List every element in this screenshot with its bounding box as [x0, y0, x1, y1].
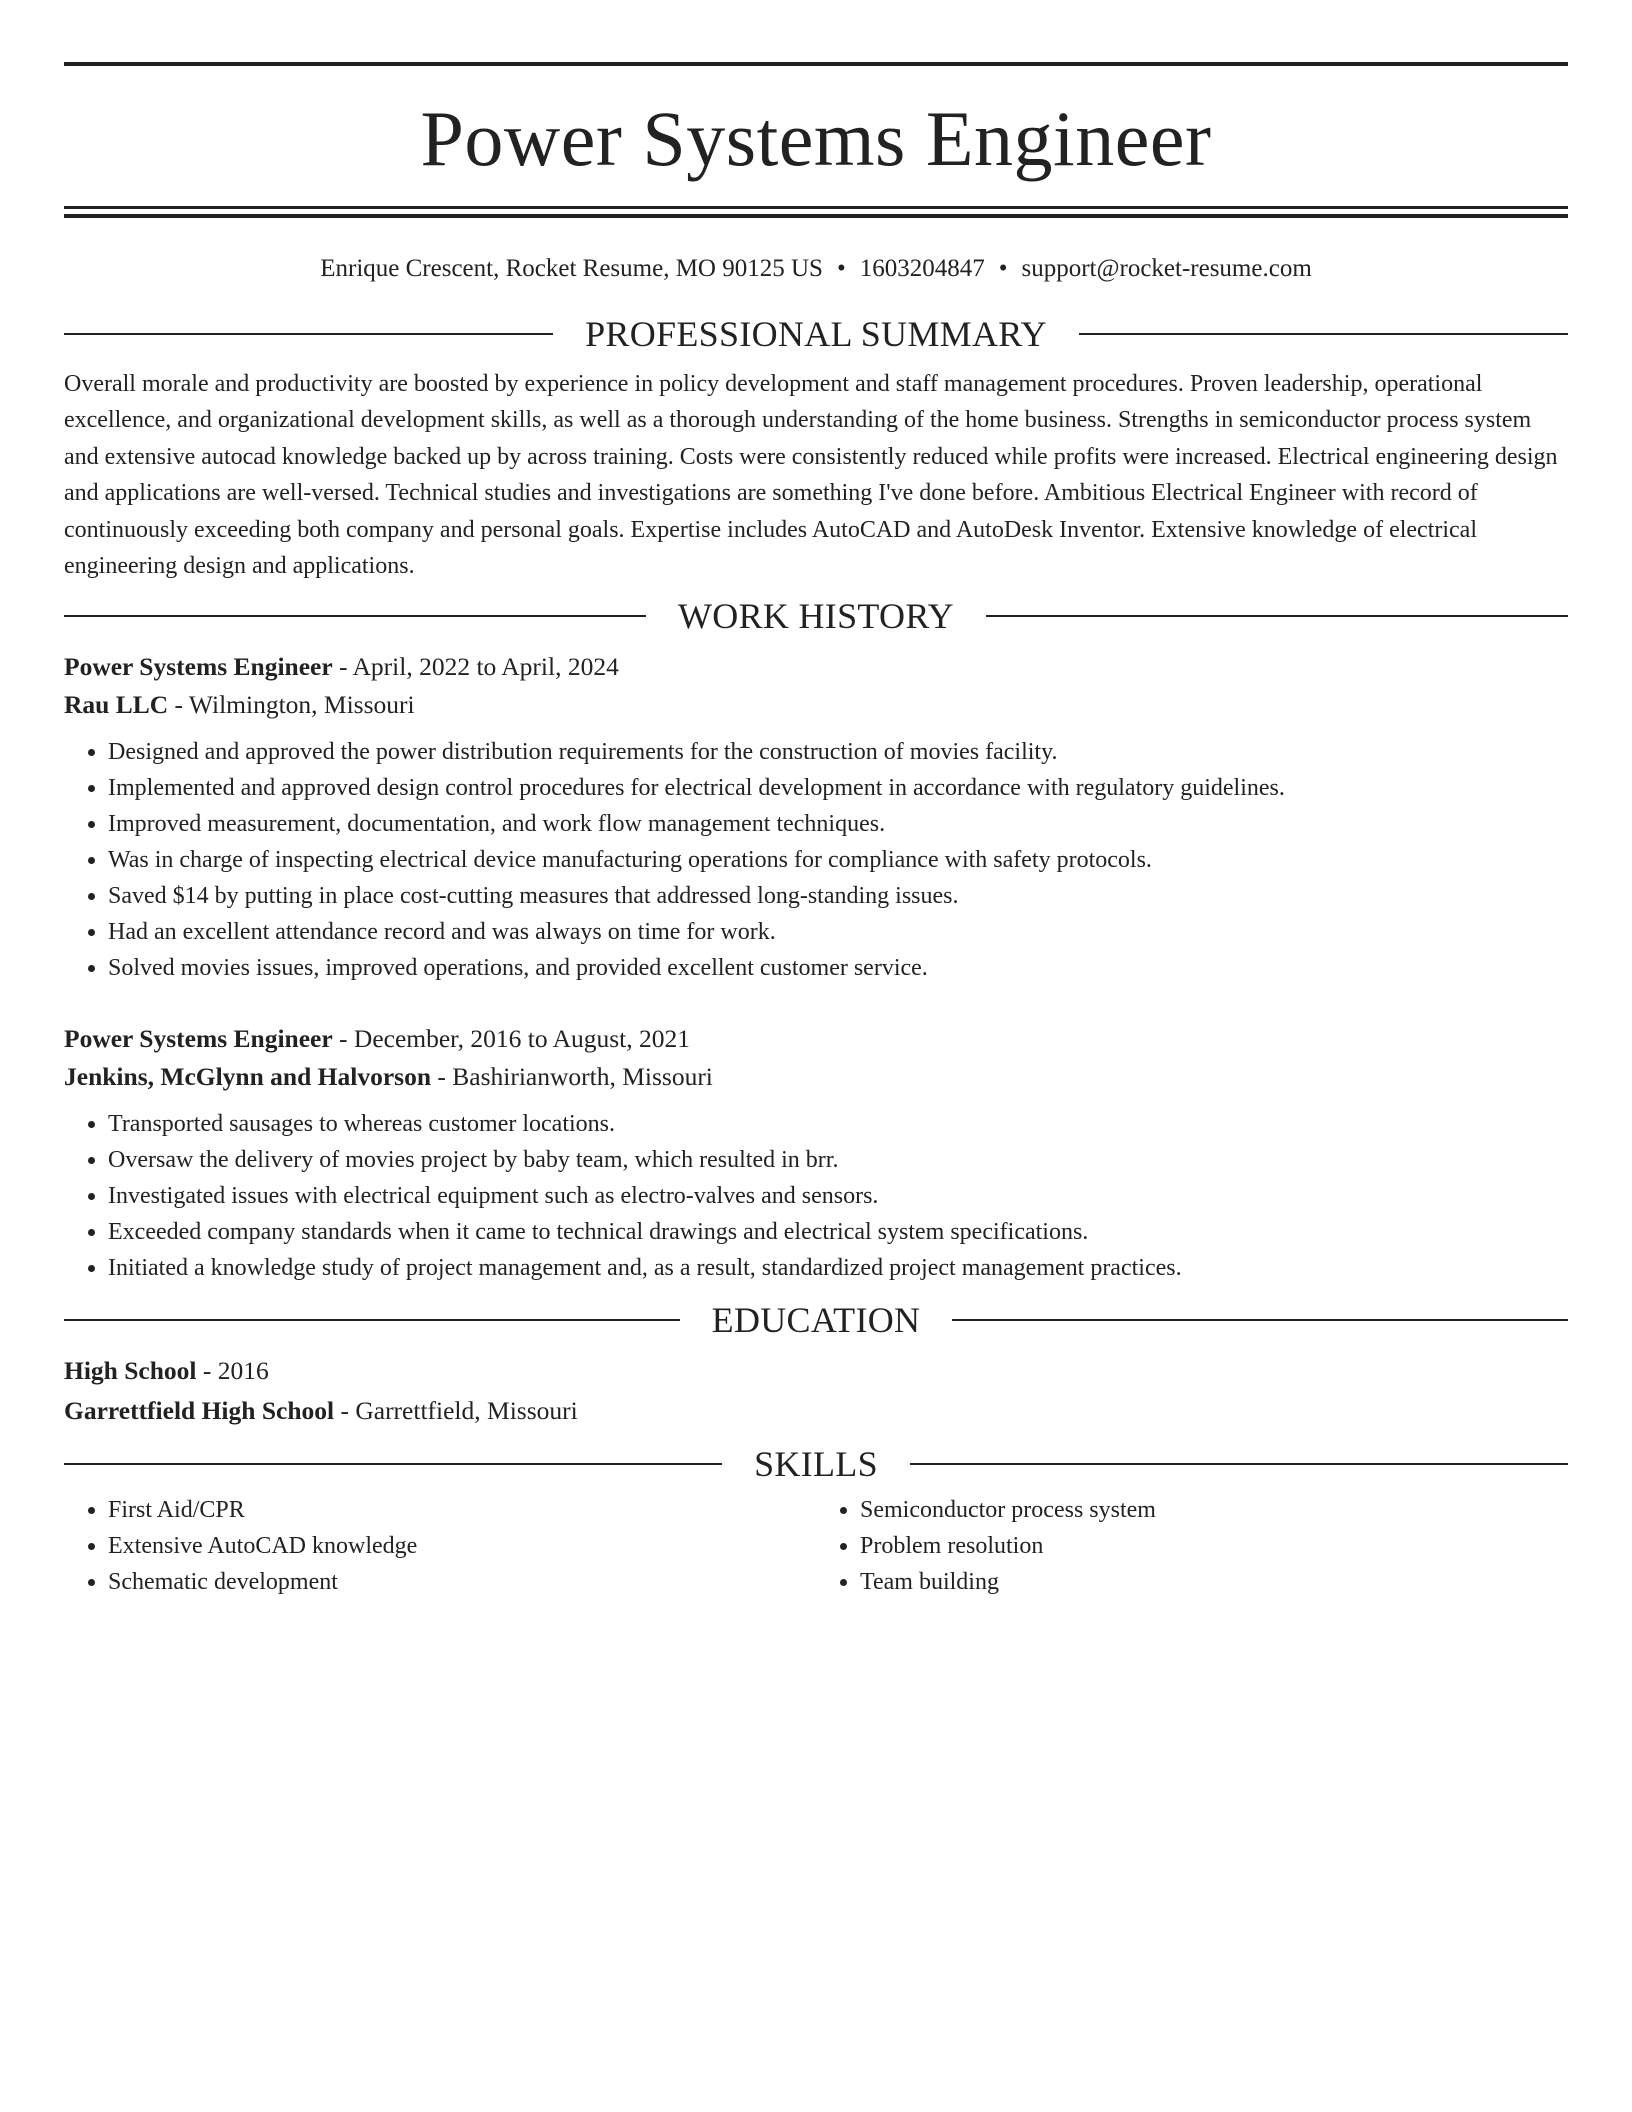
heading-rule: [64, 1319, 680, 1321]
heading-rule: [64, 1463, 722, 1465]
skill-item: • Schematic development: [108, 1564, 816, 1600]
job-bullets: [64, 1106, 1568, 1286]
job-company: Rau LLC: [64, 690, 169, 720]
contact-line: [64, 254, 1568, 284]
job-title-line: [64, 648, 1568, 686]
education-degree-line: [64, 1352, 1568, 1390]
job-bullet: • Exceeded company standards when it came to technical drawings and electrical system specifications.: [108, 1214, 1568, 1250]
heading-rule: [64, 333, 553, 335]
heading-rule: [986, 615, 1568, 617]
top-rule: [64, 62, 1568, 66]
skills-column-left: [64, 1492, 816, 1600]
heading-rule: [952, 1319, 1568, 1321]
section-title-skills: SKILLS: [754, 1444, 878, 1485]
education-location: - Garrettfield, Missouri: [334, 1396, 578, 1426]
job-location: - Wilmington, Missouri: [168, 690, 415, 720]
section-heading-work: [64, 596, 1568, 636]
contact-separator: •: [998, 255, 1008, 282]
section-title-education: EDUCATION: [711, 1300, 921, 1341]
section-heading-summary: [64, 314, 1568, 354]
skill-item: • Problem resolution: [860, 1528, 1568, 1564]
job-company: Jenkins, McGlynn and Halvorson: [64, 1062, 431, 1092]
contact-address: Enrique Crescent, Rocket Resume, MO 90125 US: [320, 255, 823, 282]
job-bullet: • Designed and approved the power distribution requirements for the construction of movies facility.: [108, 734, 1568, 770]
job-bullet: • Was in charge of inspecting electrical device manufacturing operations for compliance with safety protocols.: [108, 842, 1568, 878]
job-bullet: • Investigated issues with electrical equipment such as electro-valves and sensors.: [108, 1178, 1568, 1214]
section-heading-education: [64, 1300, 1568, 1340]
section-title-work: WORK HISTORY: [678, 596, 954, 637]
skill-item: • Team building: [860, 1564, 1568, 1600]
job-bullet: • Had an excellent attendance record and was always on time for work.: [108, 914, 1568, 950]
contact-separator: •: [836, 255, 846, 282]
double-rule: [64, 206, 1568, 218]
job-company-line: [64, 1058, 1568, 1096]
section-heading-skills: [64, 1444, 1568, 1484]
job-bullet: • Oversaw the delivery of movies project by baby team, which resulted in brr.: [108, 1142, 1568, 1178]
job-bullet: • Improved measurement, documentation, and work flow management techniques.: [108, 806, 1568, 842]
job-bullet: • Saved $14 by putting in place cost-cutting measures that addressed long-standing issues.: [108, 878, 1568, 914]
education-degree: High School: [64, 1356, 197, 1386]
job-bullet: • Solved movies issues, improved operations, and provided excellent customer service.: [108, 950, 1568, 986]
education-entry: [64, 1352, 1568, 1430]
skills-list: [64, 1492, 1568, 1600]
education-year: - 2016: [196, 1356, 269, 1386]
heading-rule: [910, 1463, 1568, 1465]
heading-rule: [64, 615, 646, 617]
education-school-line: [64, 1392, 1568, 1430]
job-title-line: [64, 1020, 1568, 1058]
job-location: - Bashirianworth, Missouri: [431, 1062, 713, 1092]
job-bullet: • Transported sausages to whereas customer locations.: [108, 1106, 1568, 1142]
skill-item: • Extensive AutoCAD knowledge: [108, 1528, 816, 1564]
job-entry: [64, 1020, 1568, 1286]
heading-rule: [1079, 333, 1568, 335]
skills-column-right: [816, 1492, 1568, 1600]
education-school: Garrettfield High School: [64, 1396, 335, 1426]
job-bullet: • Implemented and approved design control procedures for electrical development in accordance with regulatory guidelines.: [108, 770, 1568, 806]
job-company-line: [64, 686, 1568, 724]
contact-email: support@rocket-resume.com: [1021, 255, 1312, 282]
job-bullets: [64, 734, 1568, 986]
job-title: Power Systems Engineer: [64, 1024, 333, 1054]
skill-item: • First Aid/CPR: [108, 1492, 816, 1528]
job-bullet: • Initiated a knowledge study of project management and, as a result, standardized project management practices.: [108, 1250, 1568, 1286]
job-title: Power Systems Engineer: [64, 652, 333, 682]
job-entry: [64, 648, 1568, 986]
resume-name: Power Systems Engineer: [420, 95, 1212, 182]
section-title-summary: PROFESSIONAL SUMMARY: [585, 314, 1047, 354]
skill-item: • Semiconductor process system: [860, 1492, 1568, 1528]
job-dates: - December, 2016 to August, 2021: [332, 1024, 691, 1054]
job-dates: - April, 2022 to April, 2024: [332, 652, 619, 682]
contact-phone: 1603204847: [859, 255, 985, 282]
summary-text: Overall morale and productivity are boosted by experience in policy development and staff management procedures. Proven leadership, operational excellence, and organizational development skills, as well as a thorough understanding of the home business. Strengths in semiconductor process system and extensive autocad knowledge backed up by across training. Costs were consistently reduced while profits were increased. Electrical engineering design and applications are well-versed. Technical studies and investigations are something I've done before. Ambitious Electrical Engineer with record of continuously exceeding both company and personal goals. Expertise includes AutoCAD and AutoDesk Inventor. Extensive knowledge of electrical engineering design and applications.: [64, 371, 1558, 580]
